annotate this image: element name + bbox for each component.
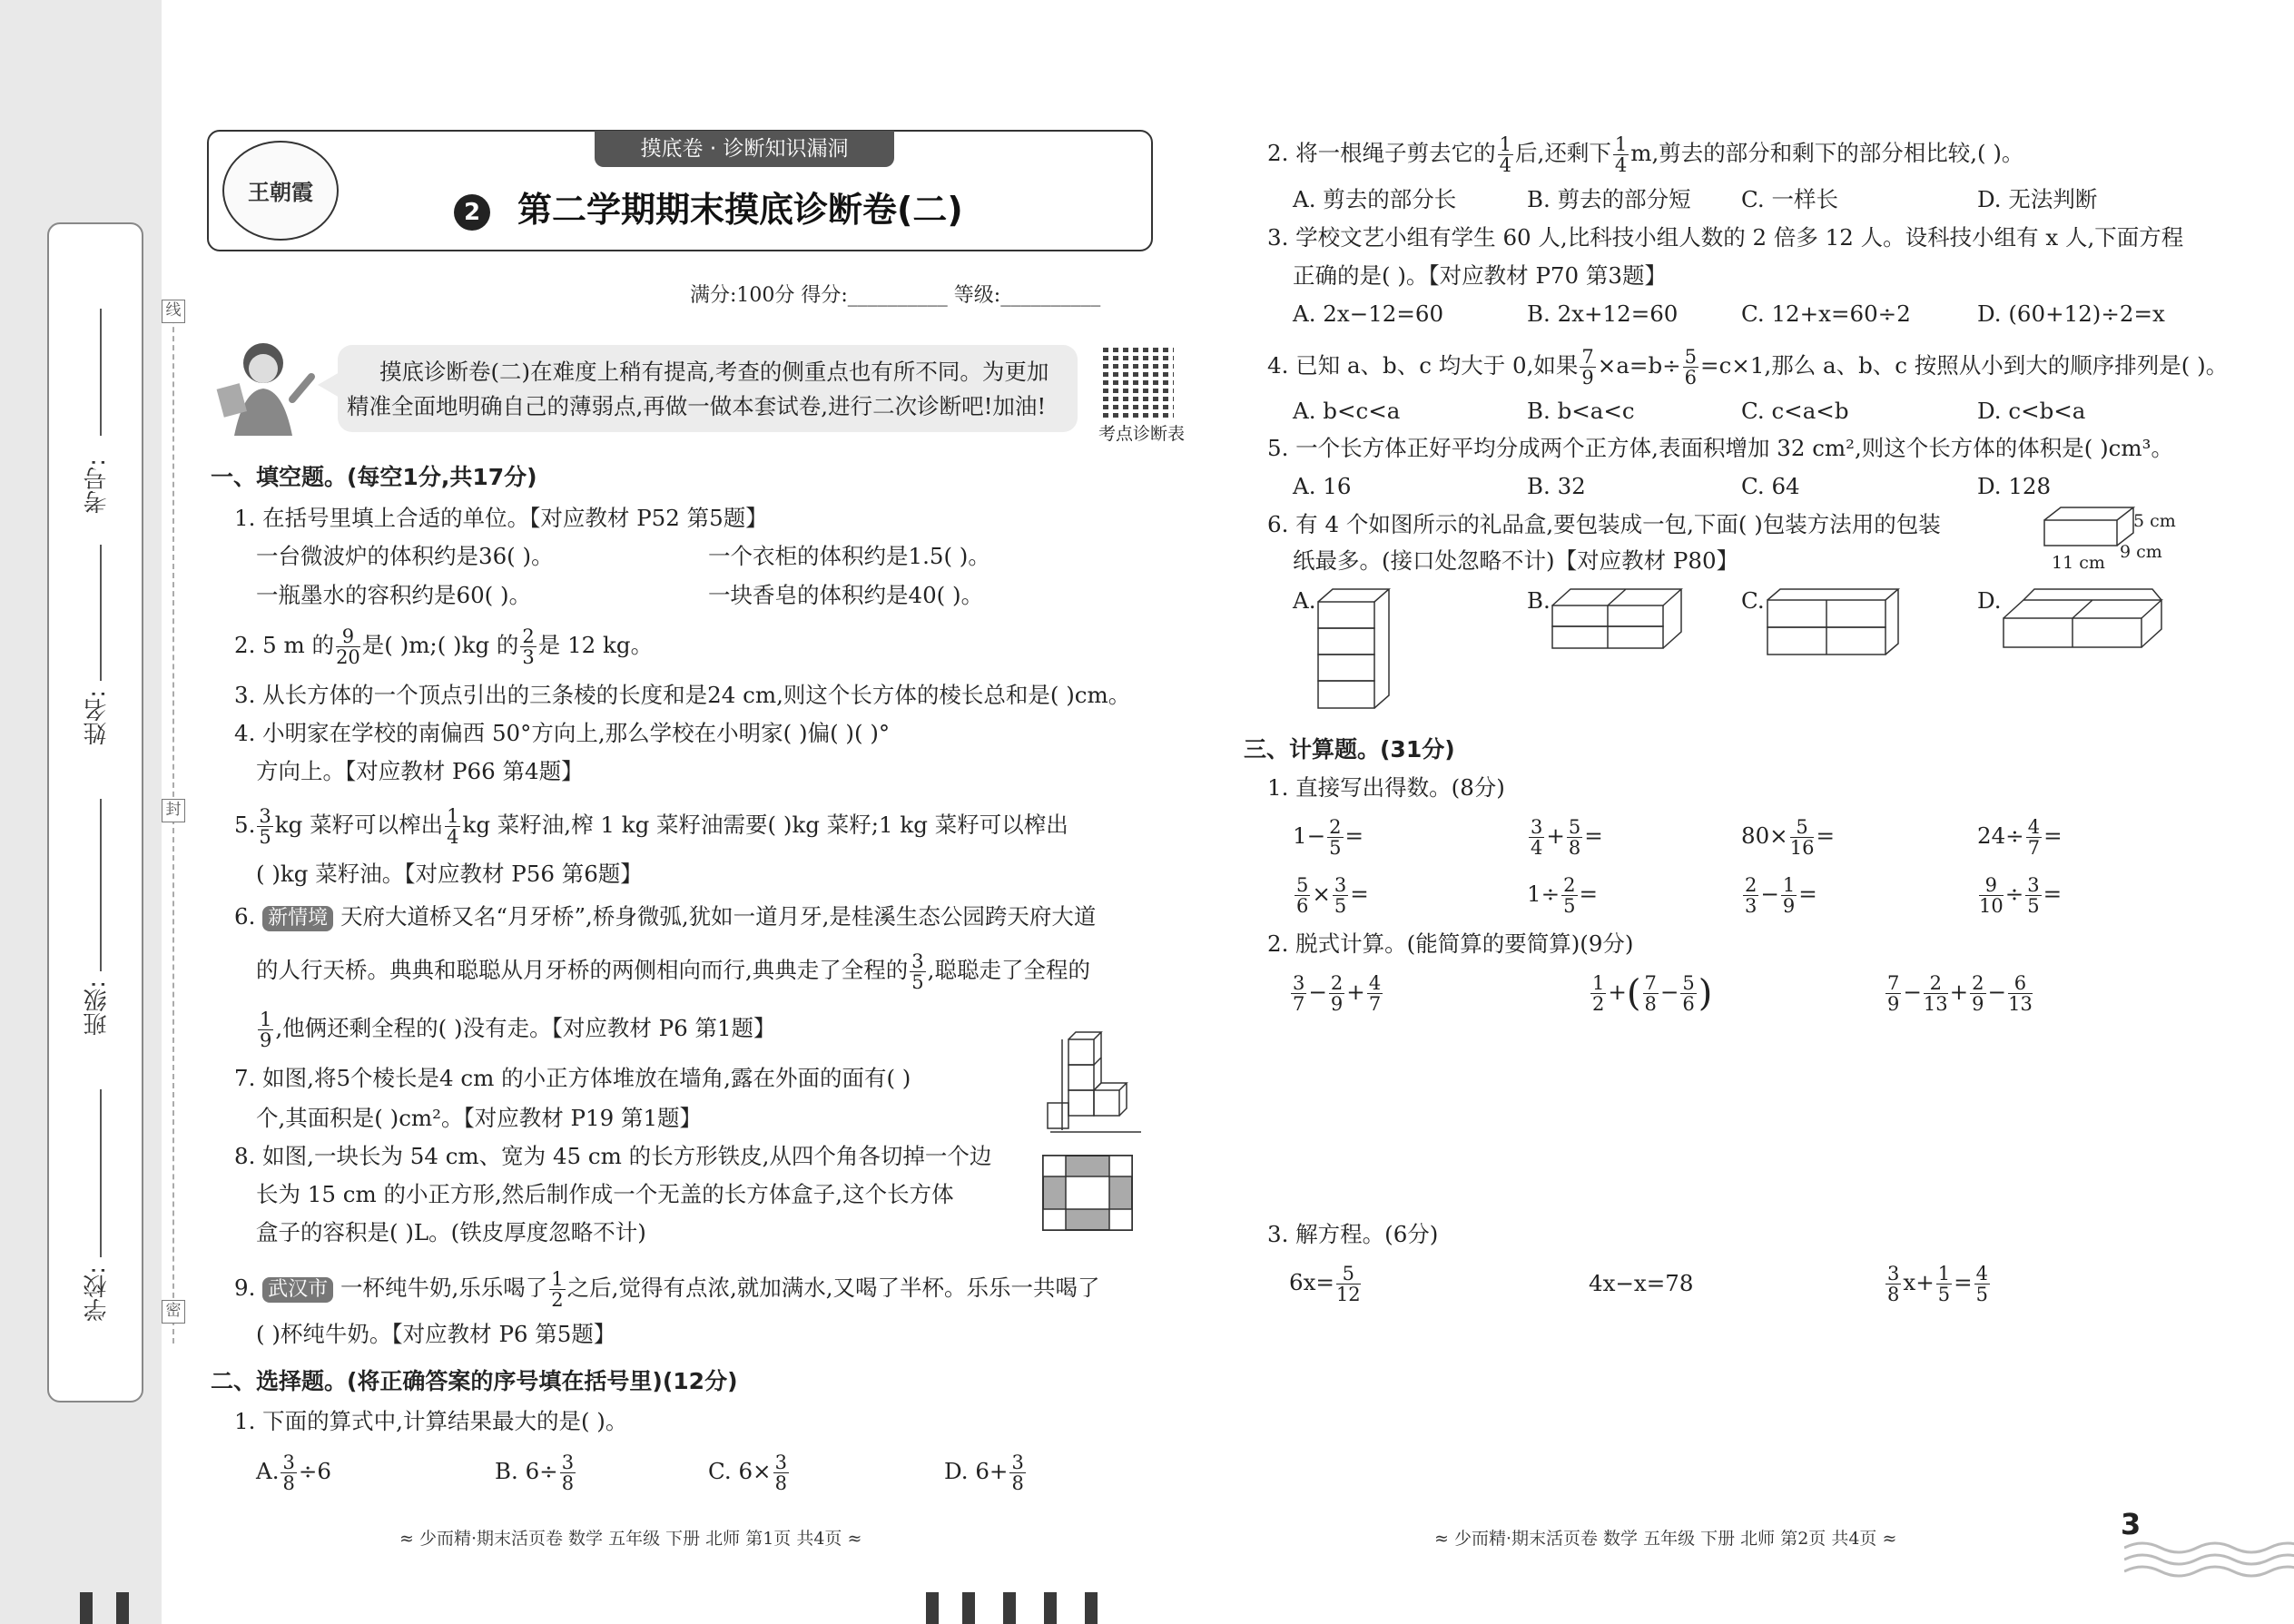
numerator: 3 — [1334, 874, 1347, 896]
numerator: 3 — [1531, 816, 1543, 838]
choice-3-option: A. 2x−12=60 — [1293, 300, 1444, 327]
fraction — [1295, 875, 1310, 916]
q5-text: kg 菜籽可以榨出 — [274, 812, 444, 838]
calc-1: 1. 直接写出得数。(8分) — [1267, 774, 1505, 801]
choice-3: 3. 学校文艺小组有学生 60 人,比科技小组人数的 2 倍多 12 人。设科技小组有 x 人,下面方程 — [1267, 224, 2184, 251]
question-3: 3. 从长方体的一个顶点引出的三条棱的长度和是24 cm,则这个长方体的棱长总和是( )cm。 — [234, 682, 1131, 708]
stack-option-d — [2002, 586, 2165, 651]
numerator: 1 — [260, 1009, 272, 1030]
title-text: 第二学期期末摸底诊断卷(二) — [517, 190, 963, 230]
calc-text: = — [1344, 822, 1364, 849]
stack-option-c — [1766, 586, 1902, 658]
numerator: 3 — [2027, 874, 2040, 896]
fraction — [1979, 875, 2004, 916]
question-6c — [256, 1009, 776, 1050]
qr-label: 考点诊断表 — [1098, 424, 1186, 444]
page-title — [454, 182, 963, 231]
paper-number: 2 — [454, 194, 490, 231]
class-line — [100, 799, 102, 971]
exam-no-line — [100, 309, 102, 436]
header-tab: 摸底卷 · 诊断知识漏洞 — [595, 131, 894, 167]
school-label: 学校: — [84, 1266, 111, 1322]
question-1a: 一台微波炉的体积约是36( )。 — [256, 543, 554, 569]
sheet-metal-figure — [1042, 1155, 1133, 1231]
numerator: 5 — [1568, 816, 1581, 838]
denominator: 6 — [1684, 367, 1698, 389]
q2-text: 2. 5 m 的 — [234, 632, 335, 658]
fraction — [2026, 817, 2042, 858]
denominator: 4 — [1499, 154, 1512, 176]
school-line — [100, 1089, 102, 1257]
choice-5-option: A. 16 — [1293, 473, 1352, 499]
question-1b: 一个衣柜的体积约是1.5( )。 — [708, 543, 990, 569]
question-6: 6. 新情境 天府大道桥又名“月牙桥”,桥身微弧,犹如一道月牙,是桂溪生态公园跨天府大道 — [234, 903, 1097, 930]
teacher-illustration — [207, 336, 320, 445]
q6-text: 天府大道桥又名“月牙桥”,桥身微弧,犹如一道月牙,是桂溪生态公园跨天府大道 — [340, 903, 1097, 930]
question-5b: ( )kg 菜籽油。【对应教材 P56 第6题】 — [256, 861, 643, 887]
question-7b: 个,其面积是( )cm²。【对应教材 P19 第1题】 — [256, 1105, 703, 1131]
fraction — [1529, 817, 1544, 858]
registration-mark — [962, 1592, 975, 1624]
denominator: 10 — [1979, 895, 2004, 917]
stack-option-a — [1316, 586, 1391, 711]
numerator: 3 — [561, 1452, 575, 1473]
calc-text: = — [2043, 822, 2063, 849]
choice-2-option: A. 剪去的部分长 — [1293, 186, 1457, 212]
calc-text: 1− — [1293, 822, 1326, 849]
choice-4-option: A. b<c<a — [1293, 398, 1401, 424]
denominator: 7 — [2027, 837, 2041, 859]
fraction — [1580, 347, 1595, 388]
option-b-label: B. — [1527, 587, 1551, 614]
numerator: 5 — [1296, 874, 1309, 896]
choice-5-option: B. 32 — [1527, 473, 1586, 499]
q9-text: 一杯纯牛奶,乐乐喝了 — [340, 1275, 548, 1301]
choice-2-option: D. 无法判断 — [1977, 186, 2098, 212]
qr-pattern — [1103, 347, 1174, 418]
section-choice: 二、选择题。(将正确答案的序号填在括号里)(12分) — [211, 1368, 738, 1394]
numerator: 2 — [1329, 816, 1342, 838]
fraction — [1327, 817, 1343, 858]
calc-text: = — [1798, 881, 1817, 907]
choice-3-option: B. 2x+12=60 — [1527, 300, 1679, 327]
numerator: 7 — [1581, 346, 1594, 368]
calc-item — [1293, 817, 1364, 858]
registration-mark — [116, 1592, 129, 1624]
bubble-tail — [318, 372, 340, 398]
calc-text: ÷ — [2004, 881, 2024, 907]
class-label: 班级: — [84, 980, 111, 1036]
registration-mark — [1044, 1592, 1057, 1624]
cube-stack-figure — [1046, 1030, 1146, 1135]
q5-text: 5. — [234, 812, 256, 838]
region-tag: 武汉市 — [262, 1277, 333, 1303]
denominator: 3 — [522, 646, 535, 668]
section-calculation: 三、计算题。(31分) — [1244, 736, 1455, 763]
option-a-label: A. — [1293, 587, 1316, 614]
calc-text: = — [1816, 822, 1835, 849]
numerator: 3 — [259, 805, 271, 827]
choice-5-option: D. 128 — [1977, 473, 2052, 499]
fraction — [445, 806, 460, 847]
registration-mark — [1003, 1592, 1016, 1624]
denominator: 3 — [1745, 895, 1757, 917]
numerator: 3 — [774, 1452, 787, 1473]
cut-mark: 封 — [162, 799, 185, 822]
choice-4-option: C. c<a<b — [1741, 398, 1849, 424]
new-context-tag: 新情境 — [262, 906, 333, 931]
denominator: 20 — [336, 646, 360, 668]
question-9: 9. 武汉市 一杯纯牛奶,乐乐喝了 $\frac{1}{2}$ 之后,觉得有点浓,就加满水,又喝了半杯。乐乐一共喝了 — [234, 1268, 1100, 1311]
option-label: A. — [256, 1458, 280, 1484]
denominator: 5 — [1563, 895, 1576, 917]
calc-item — [1527, 875, 1598, 916]
fraction — [281, 1452, 296, 1493]
numerator: 3 — [282, 1452, 295, 1473]
calc-text: × — [1312, 881, 1331, 907]
c4-text: ×a=b÷ — [1597, 352, 1681, 379]
page-number: 3 — [2121, 1507, 2141, 1541]
cut-mark: 密 — [162, 1300, 185, 1324]
fraction — [258, 1009, 273, 1050]
question-5 — [234, 806, 1068, 847]
fraction — [910, 951, 925, 992]
page-corner-waves — [2124, 1507, 2294, 1598]
q2-text: 是( )m;( )kg 的 — [361, 632, 519, 658]
numerator: 3 — [911, 950, 924, 972]
question-9b: ( )杯纯牛奶。【对应教材 P6 第5题】 — [256, 1321, 616, 1347]
fraction — [1790, 817, 1815, 858]
question-4: 4. 小明家在学校的南偏西 50°方向上,那么学校在小明家( )偏( )( )° — [234, 720, 891, 746]
fraction — [336, 626, 360, 667]
numerator: 1 — [1499, 133, 1512, 155]
choice-2-option: C. 一样长 — [1741, 186, 1838, 212]
calc-text: = — [1584, 822, 1603, 849]
denominator: 4 — [447, 826, 459, 848]
c4-text: =c×1,那么 a、b、c 按照从小到大的顺序排列是( )。 — [1700, 352, 2229, 379]
calc-item — [1741, 875, 1817, 916]
registration-mark — [1085, 1592, 1098, 1624]
numerator: 2 — [1563, 874, 1576, 896]
calc-2: 2. 脱式计算。(能简算的要简算)(9分) — [1267, 930, 1634, 957]
denominator: 5 — [1334, 895, 1347, 917]
fraction — [773, 1452, 789, 1493]
numerator: 1 — [551, 1268, 564, 1290]
choice-3-option: D. (60+12)÷2=x — [1977, 300, 2165, 327]
denominator: 5 — [1329, 837, 1342, 859]
denominator: 6 — [1296, 895, 1309, 917]
q2-text: 是 12 kg。 — [537, 632, 654, 658]
choice-2 — [1267, 134, 2023, 175]
numerator: 2 — [1745, 874, 1757, 896]
fraction — [1333, 875, 1348, 916]
choice-3b: 正确的是( )。【对应教材 P70 第3题】 — [1293, 262, 1667, 289]
footer-right: ≈ 少而精·期末活页卷 数学 五年级 下册 北师 第2页 共4页 ≈ — [1434, 1529, 1897, 1549]
box-width: 9 cm — [2120, 542, 2162, 562]
c2-text: m,剪去的部分和剩下的部分相比较,( )。 — [1630, 140, 2024, 166]
option-d-label: D. — [1977, 587, 2002, 614]
choice-1-option-d — [944, 1452, 1028, 1493]
numerator: 9 — [1979, 875, 2004, 896]
c2-text: 后,还剩下 — [1515, 140, 1611, 166]
calc-item — [1293, 875, 1369, 916]
question-1d: 一块香皂的体积约是40( )。 — [708, 582, 984, 608]
q5-text: kg 菜籽油,榨 1 kg 菜籽油需要( )kg 菜籽;1 kg 菜籽可以榨出 — [462, 812, 1068, 838]
numerator: 4 — [2027, 816, 2041, 838]
choice-2-option: B. 剪去的部分短 — [1527, 186, 1691, 212]
denominator: 5 — [259, 826, 271, 848]
calc-item — [1977, 817, 2063, 858]
question-8: 8. 如图,一块长为 54 cm、宽为 45 cm 的长方形铁皮,从四个角各切掉一个边 — [234, 1143, 992, 1169]
calc-text: 1÷ — [1527, 881, 1561, 907]
choice-1-option-b — [495, 1452, 577, 1493]
choice-1-option-c — [708, 1452, 791, 1493]
choice-1-option-a — [256, 1452, 331, 1493]
denominator: 16 — [1789, 837, 1815, 859]
registration-mark — [926, 1592, 939, 1624]
denominator: 8 — [1568, 837, 1581, 859]
numerator: 1 — [447, 805, 459, 827]
q9-text: 之后,觉得有点浓,就加满水,又喝了半杯。乐乐一共喝了 — [566, 1275, 1100, 1301]
numerator: 2 — [522, 625, 535, 647]
choice-5: 5. 一个长方体正好平均分成两个正方体,表面积增加 32 cm²,则这个长方体的体积是( )cm³。 — [1267, 435, 2173, 461]
fraction — [2025, 875, 2041, 916]
question-4b: 方向上。【对应教材 P66 第4题】 — [256, 758, 584, 784]
fraction — [1683, 347, 1698, 388]
option-c-label: C. — [1741, 587, 1765, 614]
box-height: 5 cm — [2133, 511, 2176, 531]
calc-item — [1741, 817, 1835, 858]
equation-1: 6x= $\frac{5}{12}$ — [1289, 1263, 1361, 1305]
q6-text: ,聪聪走了全程的 — [927, 957, 1090, 983]
option-text: B. 6÷ — [495, 1458, 558, 1484]
numerator: 5 — [1790, 817, 1815, 838]
question-7: 7. 如图,将5个棱长是4 cm 的小正方体堆放在墙角,露在外面的面有( ) — [234, 1065, 911, 1091]
fraction — [1009, 1452, 1025, 1493]
question-1: 1. 在括号里填上合适的单位。【对应教材 P52 第5题】 — [234, 505, 768, 531]
calc-text: 80× — [1741, 822, 1788, 849]
fraction — [560, 1452, 576, 1493]
denominator: 2 — [551, 1289, 564, 1311]
fraction — [1613, 134, 1629, 175]
question-8b: 长为 15 cm 的小正方形,然后制作成一个无盖的长方体盒子,这个长方体 — [256, 1181, 954, 1207]
calc-text: + — [1546, 822, 1565, 849]
expression-3: $\frac{7}{9}$ − $\frac{2}{13}$ + $\frac{2}{9}$ − $\frac{6}{13}$ — [1887, 972, 2033, 1015]
denominator: 8 — [774, 1472, 787, 1494]
registration-mark — [80, 1592, 93, 1624]
calc-text: 24÷ — [1977, 822, 2024, 849]
denominator: 8 — [282, 1472, 295, 1494]
denominator: 9 — [260, 1029, 272, 1051]
calc-text: = — [1350, 881, 1369, 907]
calc-text: = — [1579, 881, 1599, 907]
expression-1: $\frac{3}{7}$ − $\frac{2}{9}$ + $\frac{4}{7}$ — [1293, 972, 1382, 1015]
choice-4-option: D. c<b<a — [1977, 398, 2086, 424]
choice-6: 6. 有 4 个如图所示的礼品盒,要包装成一包,下面( )包装方法用的包装 — [1267, 511, 1941, 537]
calc-text: − — [1760, 881, 1779, 907]
numerator: 1 — [1782, 874, 1796, 896]
exam-no-label: 考号: — [84, 458, 111, 514]
calc-text: = — [2043, 881, 2063, 907]
expression-2: $\frac{1}{2}$ +( $\frac{7}{8}$ − $\frac{5}{6}$ ) — [1592, 972, 1713, 1015]
c4-text: 4. 已知 a、b、c 均大于 0,如果 — [1267, 352, 1579, 379]
box-length: 11 cm — [2052, 553, 2105, 573]
numerator: 3 — [1011, 1452, 1024, 1473]
section-fill-in: 一、填空题。(每空1分,共17分) — [211, 464, 537, 490]
question-2 — [234, 626, 653, 667]
option-text: ÷6 — [298, 1458, 331, 1484]
choice-4-option: B. b<a<c — [1527, 398, 1635, 424]
question-6b — [256, 951, 1090, 992]
q6-text: ,他俩还剩全程的( )没有走。【对应教材 P6 第1题】 — [275, 1015, 776, 1041]
fraction — [520, 626, 536, 667]
name-label: 姓名: — [84, 690, 111, 745]
calc-item — [1527, 817, 1603, 858]
cut-mark: 线 — [162, 300, 185, 323]
numerator: 1 — [1614, 133, 1628, 155]
fraction — [1561, 875, 1577, 916]
fraction — [1743, 875, 1758, 916]
choice-1: 1. 下面的算式中,计算结果最大的是( )。 — [234, 1408, 628, 1434]
option-text: D. 6+ — [944, 1458, 1009, 1484]
fraction — [549, 1269, 565, 1310]
score-line: 满分:100分 得分:__________ 等级:__________ — [690, 284, 1101, 307]
option-text: C. 6× — [708, 1458, 772, 1484]
fraction — [1498, 134, 1513, 175]
question-1c: 一瓶墨水的容积约是60( )。 — [256, 582, 532, 608]
choice-5-option: C. 64 — [1741, 473, 1800, 499]
brand-logo: 王朝霞 — [222, 141, 339, 241]
denominator: 4 — [1531, 837, 1543, 859]
fraction — [1781, 875, 1797, 916]
denominator: 8 — [561, 1472, 575, 1494]
student-info-box — [47, 222, 143, 1403]
intro-line: 摸底诊断卷(二)在难度上稍有提高,考查的侧重点也有所不同。为更加 — [379, 359, 1049, 385]
choice-3-option: C. 12+x=60÷2 — [1741, 300, 1911, 327]
q6-text: 的人行天桥。典典和聪聪从月牙桥的两侧相向而行,典典走了全程的 — [256, 957, 909, 983]
denominator: 5 — [911, 971, 924, 993]
denominator: 8 — [1011, 1472, 1024, 1494]
numerator: 9 — [336, 626, 360, 647]
c2-text: 2. 将一根绳子剪去它的 — [1267, 140, 1496, 166]
fraction — [1567, 817, 1582, 858]
question-8c: 盒子的容积是( )L。(铁皮厚度忽略不计) — [256, 1219, 646, 1245]
name-line — [100, 545, 102, 681]
denominator: 4 — [1614, 154, 1628, 176]
choice-6b: 纸最多。(接口处忽略不计)【对应教材 P80】 — [1293, 547, 1739, 574]
intro-line: 精准全面地明确自己的薄弱点,再做一做本套试卷,进行二次诊断吧!加油! — [347, 393, 1047, 419]
calc-3: 3. 解方程。(6分) — [1267, 1221, 1439, 1247]
denominator: 9 — [1581, 367, 1594, 389]
choice-4 — [1267, 347, 2228, 388]
equation-3: $\frac{3}{8}$ x+ $\frac{1}{5}$ = $\frac{4}{5}$ — [1887, 1263, 1989, 1305]
numerator: 5 — [1684, 346, 1698, 368]
footer-left: ≈ 少而精·期末活页卷 数学 五年级 下册 北师 第1页 共4页 ≈ — [399, 1529, 862, 1549]
denominator: 9 — [1782, 895, 1796, 917]
calc-item — [1977, 875, 2062, 916]
fraction — [257, 806, 272, 847]
equation-2: 4x−x=78 — [1589, 1270, 1694, 1296]
stack-option-b — [1551, 586, 1687, 651]
denominator: 5 — [2027, 895, 2040, 917]
